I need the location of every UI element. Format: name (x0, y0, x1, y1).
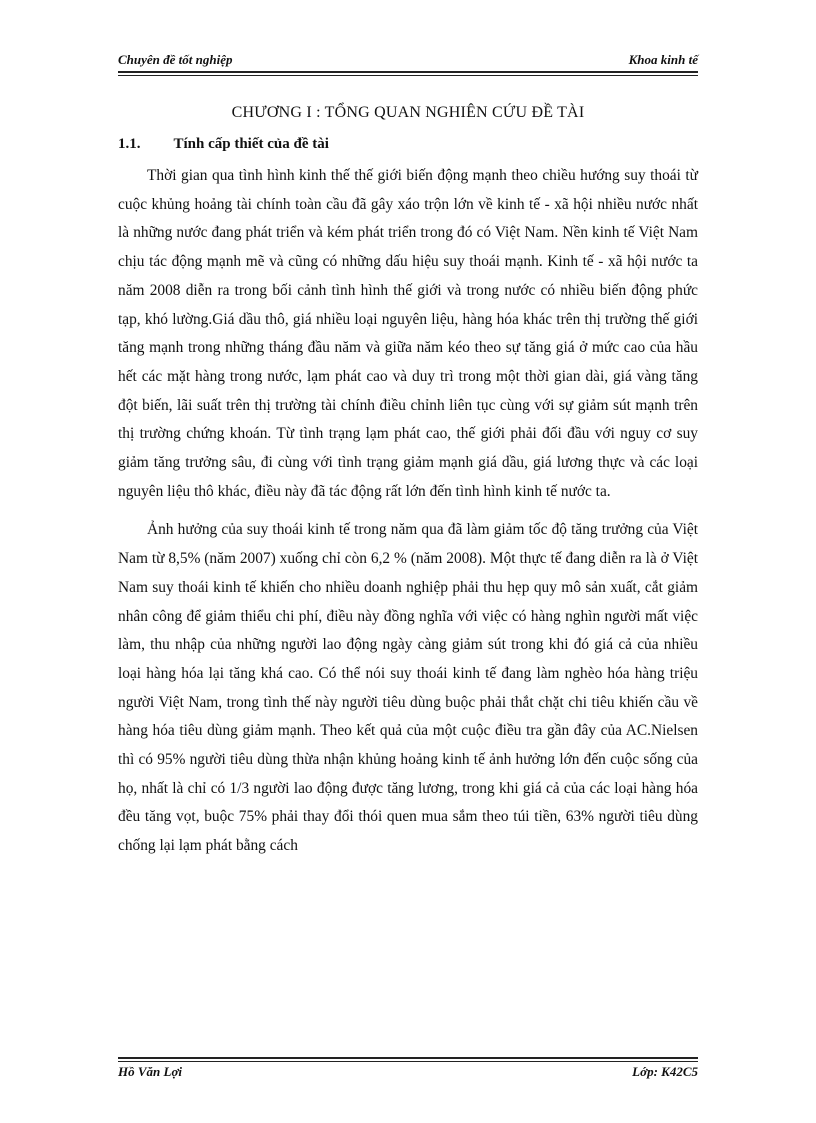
footer-rule-thick (118, 1057, 698, 1059)
footer-class: Lớp: K42C5 (632, 1064, 698, 1079)
header-right-text: Khoa kinh tế (628, 52, 698, 67)
page-footer (118, 1064, 698, 1084)
section-heading (118, 136, 698, 153)
footer-rule-thin (118, 1061, 698, 1062)
section-title: Tính cấp thiết của đề tài (173, 136, 329, 152)
header-left-text: Chuyên đề tốt nghiệp (118, 52, 233, 67)
footer-author: Hồ Văn Lợi (118, 1064, 183, 1079)
paragraph: Thời gian qua tình hình kinh thế thế giới biến động mạnh theo chiều hướng suy thoái từ cuộc khủng hoảng tài chính toàn cầu đã gây xáo trộn lớn về kinh tế - xã hội nhiều nước nhất là những nước đang phát triển và kém phát triển trong đó có Việt Nam. Nền kinh tế Việt Nam chịu tác động mạnh mẽ và cũng có những dấu hiệu suy thoái mạnh. Kinh tế - xã hội nước ta năm 2008 diễn ra trong bối cảnh tình hình thế giới và trong nước có nhiều biến động phức tạp, khó lường.Giá dầu thô, giá nhiều loại nguyên liệu, hàng hóa khác trên thị trường thế giới tăng mạnh trong những tháng đầu năm và giữa năm kéo theo sự tăng giá ở mức cao của hầu hết các mặt hàng trong nước, lạm phát cao và duy trì trong một thời gian dài, giá vàng tăng đột biến, lãi suất trên thị trường tài chính điều chỉnh liên tục cùng với sự giảm sút mạnh trên thị trường chứng khoán. Từ tình trạng lạm phát cao, thế giới phải đối đầu với nguy cơ suy giảm tăng trưởng sâu, đi cùng với tình trạng giảm mạnh giá dầu, giá lương thực và các loại nguyên liệu thô khác, điều này đã tác động rất lớn đến tình hình kinh tế nước ta. (118, 167, 698, 500)
header-rule-thick (118, 71, 698, 73)
paragraph: Ảnh hưởng của suy thoái kinh tế trong năm qua đã làm giảm tốc độ tăng trưởng của Việt Nam từ 8,5% (năm 2007) xuống chỉ còn 6,2 % (năm 2008). Một thực tế đang diễn ra là ở Việt Nam suy thoái kinh tế khiến cho nhiều doanh nghiệp phải thu hẹp quy mô sản xuất, cắt giảm nhân công để giảm thiểu chi phí, điều này đồng nghĩa với việc có hàng nghìn người mất việc làm, thu nhập của những người lao động ngày càng giảm sút trong khi đó giá cả của nhiều loại hàng hóa lại tăng khá cao. Có thể nói suy thoái kinh tế đang làm nghèo hóa hàng triệu người Việt Nam, trong tình thế này người tiêu dùng buộc phải thắt chặt chi tiêu khiến cầu về hàng hóa tiêu dùng giảm mạnh. Theo kết quả của một cuộc điều tra gần đây của AC.Nielsen thì có 95% người tiêu dùng thừa nhận khủng hoảng kinh tế ảnh hưởng lớn đến cuộc sống của họ, nhất là chỉ có 1/3 người lao động được tăng lương, trong khi giá cả của các loại hàng hóa đều tăng vọt, buộc 75% phải thay đổi thói quen mua sắm theo túi tiền, 63% người tiêu dùng chống lại lạm phát bằng cách (118, 521, 698, 855)
page-header (118, 50, 698, 70)
section-number: 1.1. (118, 136, 141, 152)
header-rule-thin (118, 75, 698, 76)
chapter-title: CHƯƠNG I : TỔNG QUAN NGHIÊN CỨU ĐỀ TÀI (231, 104, 585, 121)
body-text (118, 162, 698, 861)
